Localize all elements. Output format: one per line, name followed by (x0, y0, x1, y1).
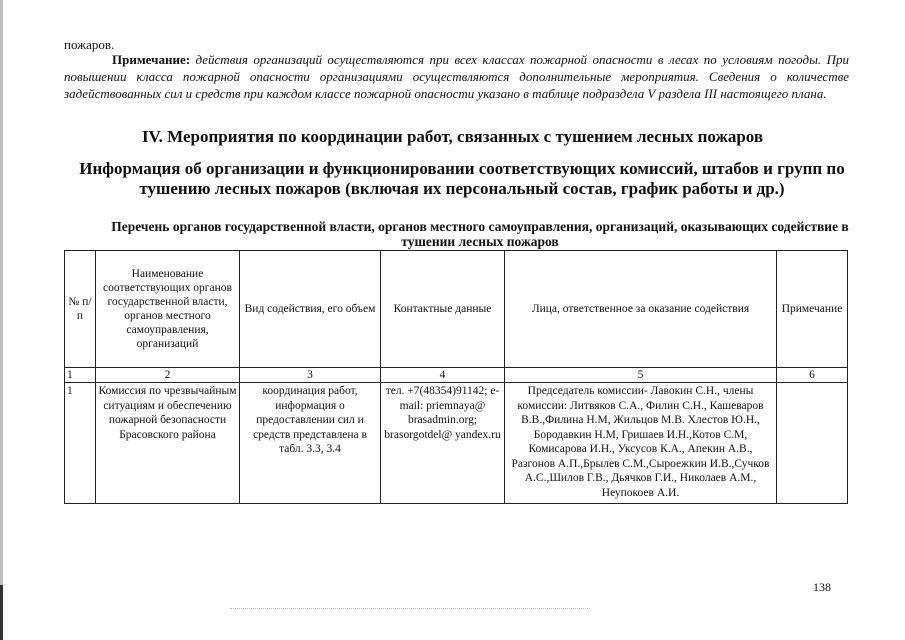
header-contacts: Контактные данные (381, 251, 505, 368)
header-assistance: Вид содействия, его объем (240, 251, 381, 368)
note-paragraph (64, 51, 849, 102)
row-contacts: тел. +7(48354)91142; e-mail: priemnaya@ brasadmin.org; brasorgotdel@ yandex.ru (381, 383, 505, 504)
header-persons: Лица, ответственное за оказание содействия (505, 251, 777, 368)
table-row (65, 383, 848, 504)
row-org: Комиссия по чрезвычайным ситуациям и обеспечению пожарной безопасности Брасовского района (96, 383, 240, 504)
col-number-3: 3 (240, 368, 381, 383)
info-heading: Информация об организации и функционировании соответствующих комиссий, штабов и групп по тушению лесных пожаров (включая их персональный состав, график работы и др.) (79, 159, 845, 198)
row-note (777, 383, 848, 504)
scan-artifact-line (230, 608, 590, 610)
col-number-4: 4 (381, 368, 505, 383)
header-note: Примечание (777, 251, 848, 368)
note-text: действия организаций осуществляются при всех классах пожарной опасности в лесах по условиям погоды. При повышении класса пожарной опасности организациями осуществляются дополнительные мероприятия. Сведения о количестве задействованных сил и средств при каждом классе пожарной опасности указано в таблице подраздела V раздела III настоящего плана. (64, 52, 849, 101)
scan-edge-dark (0, 585, 3, 640)
col-number-6: 6 (777, 368, 848, 383)
note-label: Примечание: (112, 52, 191, 67)
column-number-row (65, 368, 848, 383)
row-assistance: координация работ, информация о предоставлении сил и средств представлена в табл. 3.3, 3.4 (240, 383, 381, 504)
scan-edge (0, 0, 3, 640)
list-heading: Перечень органов государственной власти, органов местного самоуправления, организаций, оказывающих содействие в тушении лесных пожаров (111, 219, 849, 249)
header-org: Наименование соответствующих органов государственной власти, органов местного самоуправления, организаций (96, 251, 240, 368)
table-header-row (65, 251, 848, 368)
col-number-5: 5 (505, 368, 777, 383)
previous-text-line: пожаров. (64, 37, 115, 52)
row-persons: Председатель комиссии- Лавокин С.Н., члены комиссии: Литвяков С.А., Филин С.Н., Кашеваров В.В.,Филина Н.М, Жильцов М.В. Хлестов Ю.Н., Бородавкин Н.М, Гришаев И.Н.,Котов С.М, Комисарова И.Н., Уксусов К.А., Апекин А.В., Разгонов А.П.,Брылев С.М.,Сыроежкин И.В.,Сучков А.С.,Шилов Г.В., Дьячков Г.И., Николаев А.М., Неупокоев А.И. (505, 383, 777, 504)
col-number-1: 1 (65, 368, 96, 383)
section-heading: IV. Мероприятия по координации работ, связанных с тушением лесных пожаров (141, 127, 764, 146)
col-number-2: 2 (96, 368, 240, 383)
header-num: № п/п (65, 251, 96, 368)
row-num: 1 (65, 383, 96, 504)
assistance-table (64, 250, 848, 504)
page-number: 138 (813, 580, 831, 594)
